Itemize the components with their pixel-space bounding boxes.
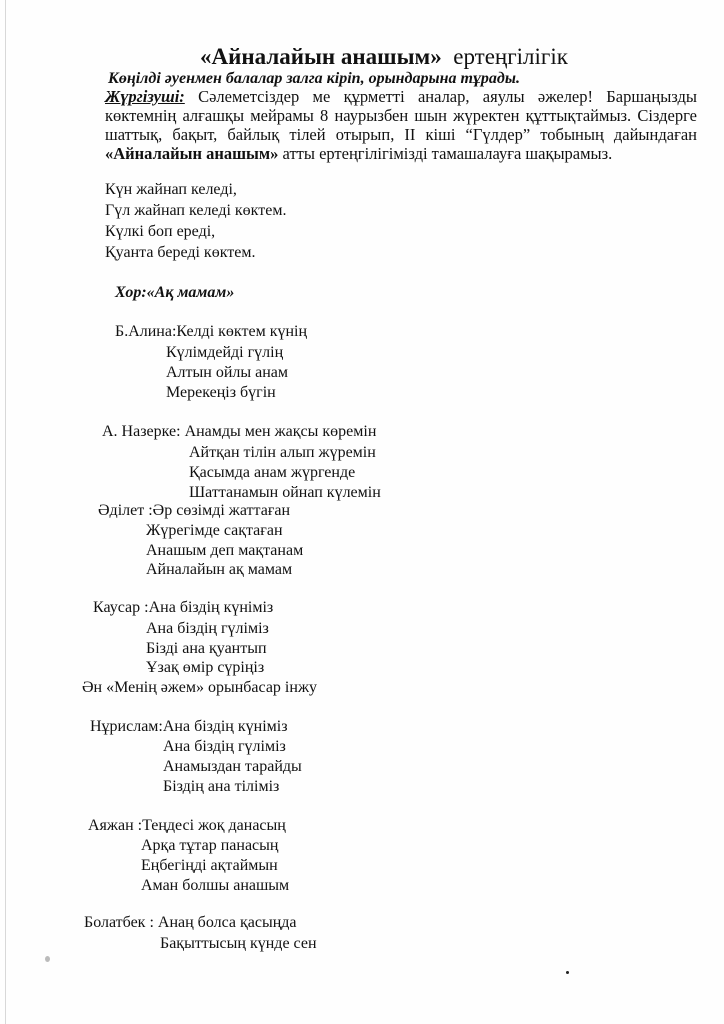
verse-speaker-alina — [115, 323, 307, 341]
verse-line: Келді көктем күнің — [176, 323, 308, 340]
verse-line: Қасымда анам жүргенде — [189, 464, 356, 481]
verse-line: Анаң болса қасыңда — [157, 914, 297, 931]
poem-line-1: Күн жайнап келеді, — [105, 181, 237, 198]
verse-line: Ана біздің күніміз — [148, 599, 274, 616]
verse-line: Мерекеңіз бүгін — [166, 384, 276, 401]
scan-speck — [45, 956, 50, 962]
poem-line-2: Гүл жайнап келеді көктем. — [105, 202, 287, 219]
speaker-name: А. Назерке: — [102, 423, 181, 440]
verse-line: Шаттанамын ойнап күлемін — [189, 484, 381, 501]
verse-line: Күлімдейді гүлің — [166, 344, 284, 361]
speaker-name: Болатбек : — [84, 914, 158, 931]
verse-line: Анамды мен жақсы көремін — [184, 423, 377, 440]
poem-line-3: Күлкі боп ереді, — [105, 223, 216, 240]
host-intro-paragraph — [105, 87, 697, 163]
verse-line: Ана біздің гүліміз — [146, 620, 269, 637]
verse-line: Ана біздің гүліміз — [163, 738, 286, 755]
host-label: Жүргізуші: — [105, 87, 185, 106]
verse-line: Ұзақ өмір сүріңіз — [146, 659, 265, 676]
poem-line-4: Қуанта береді көктем. — [105, 244, 256, 261]
intro-bold-title: «Айналайын анашым» — [105, 144, 279, 163]
verse-line: Анашым деп мақтанам — [146, 542, 304, 559]
verse-line: Айналайын ақ мамам — [146, 561, 293, 578]
intro-text-b: атты ертеңгілігімізді тамашалауға шақырамыз. — [278, 144, 613, 163]
speaker-name: Нұрислам: — [90, 718, 163, 735]
verse-line: Аман болшы анашым — [141, 877, 290, 894]
verse-line: Жүрегімде сақтаған — [146, 522, 283, 539]
scan-edge — [5, 0, 6, 1024]
title-rest: ертеңгілігік — [453, 44, 568, 69]
verse-line: Әр сөзімді жаттаған — [152, 502, 291, 519]
verse-line: Арқа тұтар панасың — [141, 837, 279, 854]
verse-line: Теңдесі жоқ данасың — [142, 817, 286, 834]
verse-speaker-adilet — [98, 502, 290, 520]
verse-line: Біздің ана тіліміз — [163, 778, 280, 795]
intro-text-a: Сәлеметсіздер ме құрметті аналар, аяулы әжелер! Баршаңызды көктемнің алғашқы мейрамы 8 наурызбен шын жүректен құттықтаймыз. Сіздерге шаттық, бақыт, байлық тілей отырып, ІІ кіші “Гүлдер” тобының дайындаған — [105, 87, 697, 144]
verse-line: Айтқан тілін алып жүремін — [189, 444, 376, 461]
verse-line: Алтын ойлы анам — [166, 364, 289, 381]
scan-dot — [566, 971, 569, 974]
verse-speaker-nazerke — [102, 423, 376, 441]
verse-line: Анамыздан тарайды — [163, 758, 302, 775]
chorus-heading: Хор:«Ақ мамам» — [115, 284, 235, 301]
speaker-name: Б.Алина: — [115, 323, 177, 340]
verse-speaker-ayazhan — [88, 817, 286, 835]
verse-speaker-nurislam — [90, 718, 288, 736]
speaker-name: Әділет : — [98, 502, 153, 519]
speaker-name: Каусар : — [93, 599, 149, 616]
verse-line: Ана біздің күніміз — [162, 718, 288, 735]
song-announcement: Ән «Менің әжем» орынбасар інжу — [82, 679, 317, 696]
verse-line: Бізді ана қуантып — [146, 640, 267, 657]
verse-line: Еңбегіңді ақтаймын — [141, 857, 278, 874]
verse-line: Бақыттысың күнде сен — [160, 935, 317, 952]
verse-speaker-bolatbek — [84, 914, 297, 932]
page-title — [200, 44, 568, 70]
title-quoted: «Айналайын анашым» — [200, 44, 442, 69]
verse-speaker-kausar — [93, 599, 273, 617]
speaker-name: Аяжан : — [88, 817, 143, 834]
stage-direction: Көңілді әуенмен балалар залга кіріп, орындарына тұрады. — [108, 70, 520, 87]
